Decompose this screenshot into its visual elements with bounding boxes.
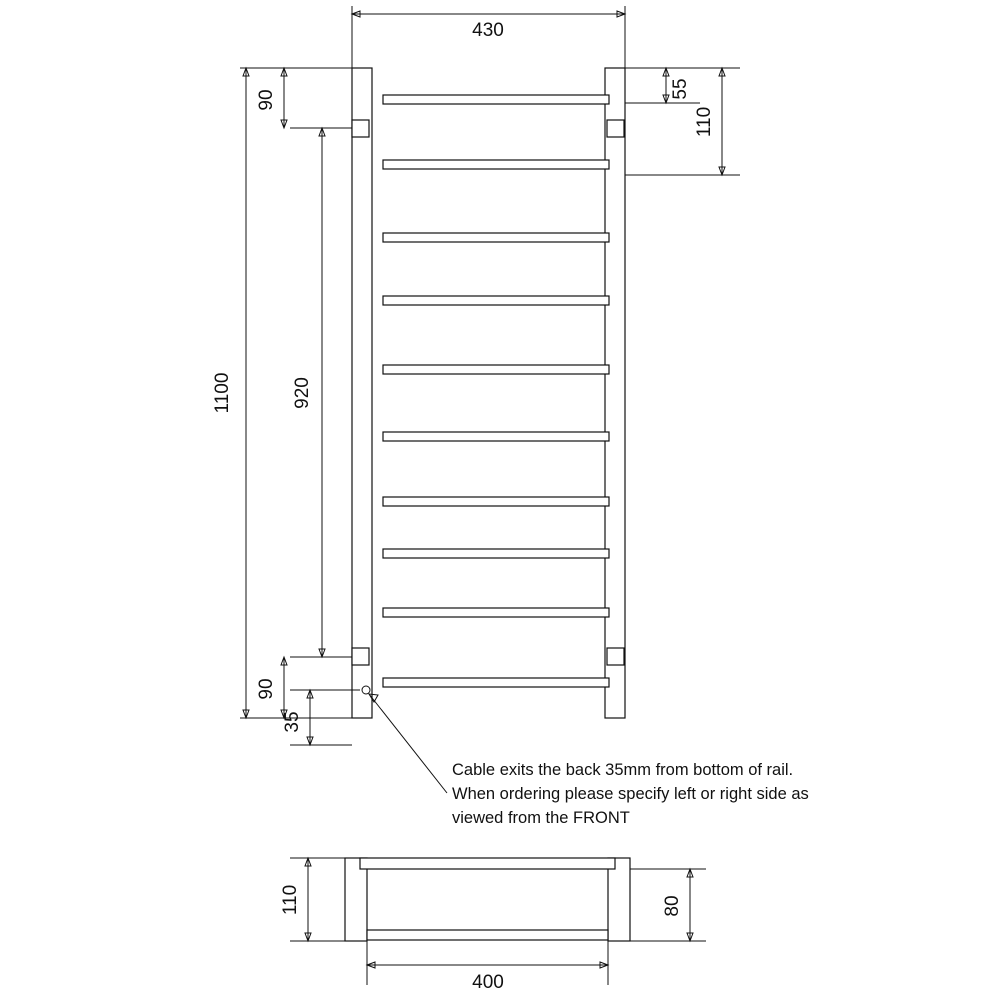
dimension-side-width bbox=[367, 941, 608, 993]
dim-label-90-top: 90 bbox=[256, 89, 277, 111]
cable-note-line1: Cable exits the back 35mm from bottom of rail. bbox=[452, 761, 794, 779]
bracket-top-left bbox=[352, 120, 369, 137]
bracket-bottom-left bbox=[352, 648, 369, 665]
rail-5 bbox=[383, 365, 609, 374]
side-bottom-bar bbox=[367, 930, 608, 940]
dim-label-80: 80 bbox=[662, 895, 683, 917]
dimension-side-depth-top bbox=[280, 858, 345, 941]
side-top-rail bbox=[360, 858, 615, 869]
dim-label-110-front: 110 bbox=[694, 106, 715, 138]
rail-7 bbox=[383, 497, 609, 506]
dim-label-400: 400 bbox=[472, 972, 504, 993]
dimension-bracket-centres bbox=[290, 128, 352, 657]
side-elevation-view bbox=[280, 858, 706, 993]
rail-10 bbox=[383, 678, 609, 687]
cable-note bbox=[452, 761, 809, 827]
dimension-bracket-edge-offset bbox=[625, 68, 700, 103]
dimension-top-offset bbox=[256, 68, 352, 128]
bracket-bottom-right bbox=[607, 648, 624, 665]
rail-8 bbox=[383, 549, 609, 558]
cable-note-line3: viewed from the FRONT bbox=[452, 809, 630, 827]
dim-label-430: 430 bbox=[472, 20, 504, 41]
dimension-bottom-offset bbox=[256, 657, 352, 718]
dim-label-90-bottom: 90 bbox=[256, 678, 277, 700]
dim-label-35: 35 bbox=[282, 711, 303, 733]
rail-1 bbox=[383, 95, 609, 104]
dim-label-1100: 1100 bbox=[212, 372, 233, 414]
cable-note-leader bbox=[369, 694, 447, 793]
cable-note-line2: When ordering please specify left or right side as bbox=[452, 785, 809, 803]
rail-3 bbox=[383, 233, 609, 242]
rail-9 bbox=[383, 608, 609, 617]
dimension-overall-width bbox=[352, 6, 625, 68]
rail-4 bbox=[383, 296, 609, 305]
bracket-top-right bbox=[607, 120, 624, 137]
front-elevation-view bbox=[212, 6, 809, 827]
dim-label-55: 55 bbox=[670, 78, 691, 100]
side-right-bracket bbox=[608, 858, 630, 941]
left-post bbox=[352, 68, 372, 718]
rail-6 bbox=[383, 432, 609, 441]
dimension-overall-height bbox=[212, 68, 352, 718]
dim-label-920: 920 bbox=[292, 377, 313, 409]
dimension-side-depth-bottom bbox=[630, 869, 706, 941]
dim-label-110-side: 110 bbox=[280, 884, 301, 916]
side-left-bracket bbox=[345, 858, 367, 941]
rail-2 bbox=[383, 160, 609, 169]
